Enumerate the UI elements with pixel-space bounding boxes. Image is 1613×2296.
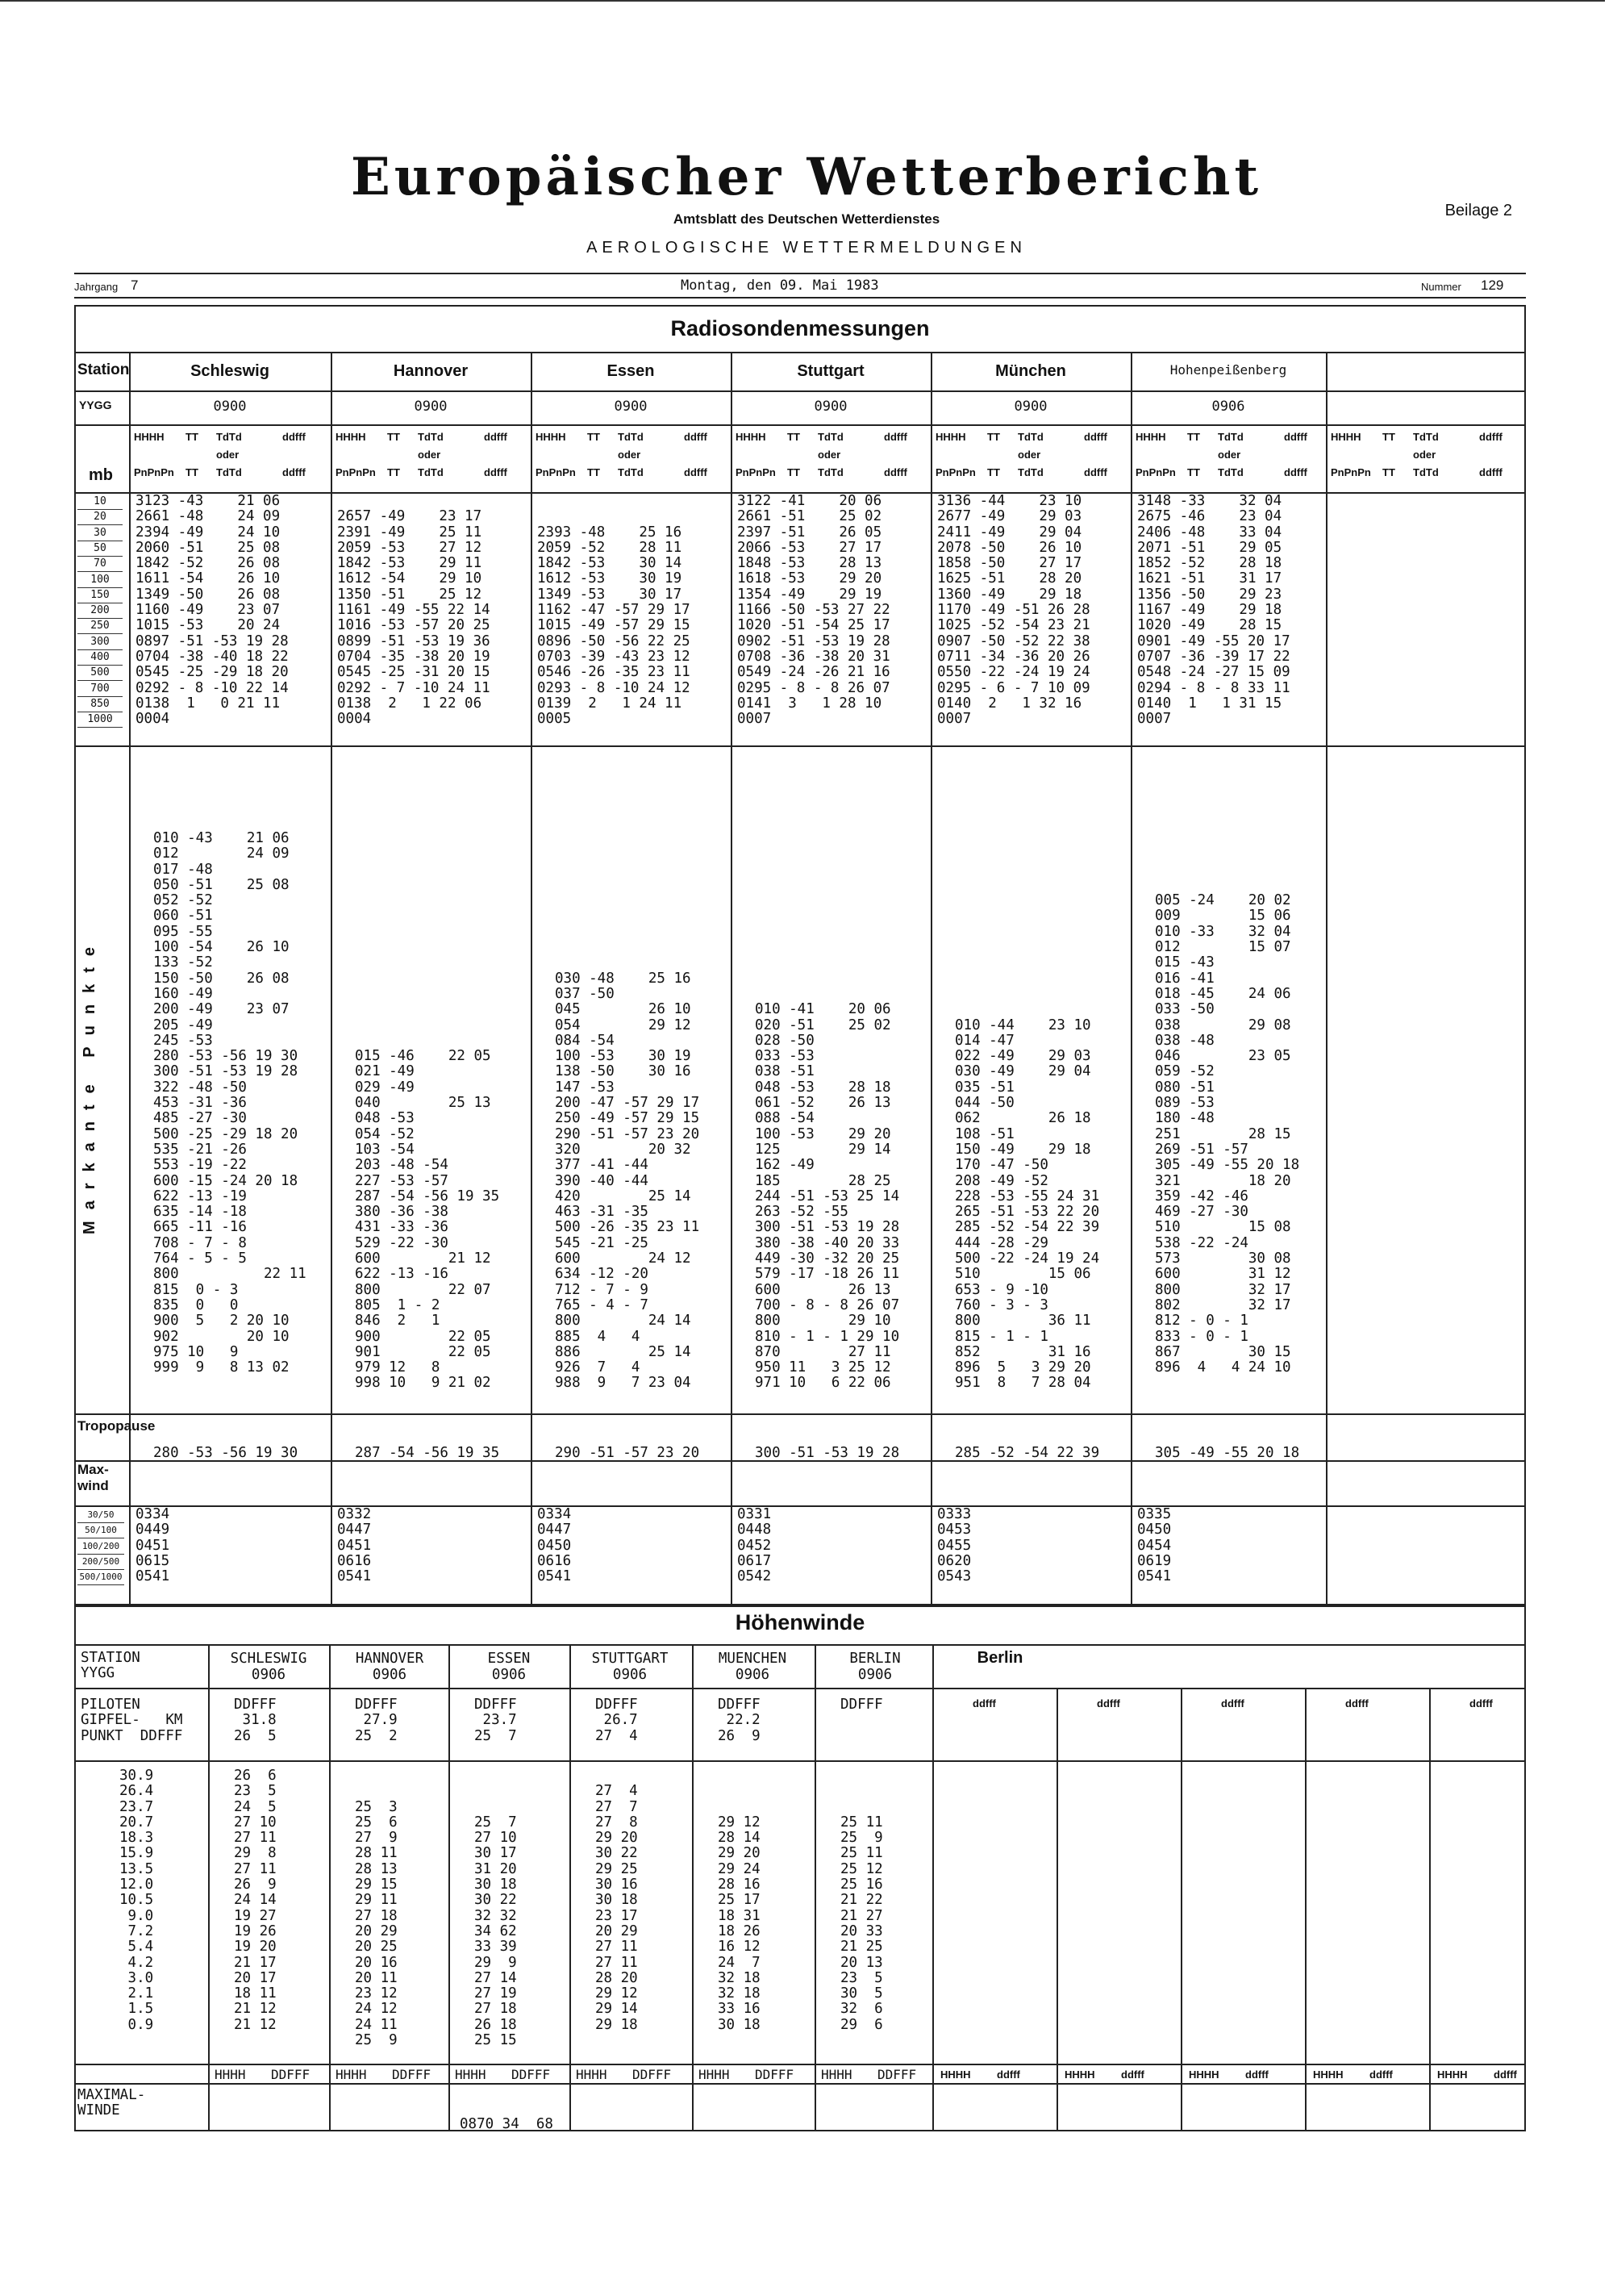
hw-gipfel-3: DDFFF 26.7 27 4 bbox=[595, 1697, 638, 1744]
thick-col-2: 0334 0447 0450 0616 0541 bbox=[537, 1506, 572, 1585]
jahrgang-label: Jahrgang bbox=[74, 281, 119, 293]
mark-col-1: 015 -46 22 05 021 -49 029 -49 040 25 13 048 -53 054 -52 103 -54 203 -48 -54 227 -53 -57 287 -54 -56 19 35 380 -36 -38 431 -33 -36 529 -22 -30 600 21 12 622 -13 -16 800 22 07 805 1 - 2 846 2 1 900 22 05 901 22 05 979 12 8 998 10 9 21 02 bbox=[355, 1048, 500, 1392]
hdr-hhhh-2: HHHH bbox=[536, 431, 566, 443]
level-10: 10 bbox=[77, 494, 123, 510]
hw-maximal-label: MAXIMAL- WINDE bbox=[77, 2087, 146, 2119]
vline-4 bbox=[931, 352, 932, 1605]
hoehenwinde-title: Höhenwinde bbox=[735, 1610, 865, 1634]
hdr-td-5: TdTd bbox=[1218, 431, 1244, 443]
thick-col-5: 0335 0450 0454 0619 0541 bbox=[1137, 1506, 1172, 1585]
hdr-ddfff2-2: ddfff bbox=[684, 466, 707, 478]
tropo-0: 280 -53 -56 19 30 bbox=[153, 1445, 298, 1461]
level-100: 100 bbox=[77, 572, 123, 588]
hdr-tt2-0: TT bbox=[185, 466, 198, 478]
nummer-value: 129 bbox=[1481, 278, 1504, 293]
std-col-0-first: 3123 -43 21 06 bbox=[135, 493, 281, 509]
hw-ddfff-0: DDFFF bbox=[271, 2067, 311, 2082]
hw-r-hhhh-1: HHHH bbox=[1065, 2068, 1095, 2081]
hdr-oder-4: oder bbox=[1018, 449, 1041, 461]
station-name-3: Stuttgart bbox=[797, 362, 865, 380]
hw-essen-max: 0870 34 68 bbox=[460, 2116, 553, 2132]
hdr-hhhh-1: HHHH bbox=[336, 431, 366, 443]
hdr-ddfff-5: ddfff bbox=[1284, 431, 1307, 443]
tropopause-label: Tropopause bbox=[77, 1418, 156, 1434]
hw-hhhh-1: HHHH bbox=[336, 2067, 367, 2082]
hdr-ddfff2-3: ddfff bbox=[884, 466, 907, 478]
hw-station-4: MUENCHEN bbox=[718, 1651, 787, 1667]
level-200: 200 bbox=[77, 603, 123, 619]
hw-yygg-1: 0906 bbox=[372, 1667, 407, 1683]
hdr-td2-3: TdTd bbox=[818, 466, 844, 478]
hdr-tt-2: TT bbox=[587, 431, 600, 443]
hdr-hhhh-3: HHHH bbox=[736, 431, 766, 443]
hdr-tt2-3: TT bbox=[787, 466, 800, 478]
rule-hw-gipfel bbox=[74, 1760, 1526, 1762]
hdr-td-4: TdTd bbox=[1018, 431, 1044, 443]
hw-col-4: 29 12 28 14 29 20 29 24 28 16 25 17 18 31 18 26 16 12 24 7 32 18 32 18 33 16 30 18 bbox=[718, 1814, 761, 2033]
hw-ddfff-2: DDFFF bbox=[511, 2067, 551, 2082]
hw-col-5: 25 11 25 9 25 11 25 12 25 16 21 22 21 27 20 33 21 25 20 13 23 5 30 5 32 6 29 6 bbox=[840, 1814, 883, 2033]
rule-standard-end bbox=[74, 745, 1526, 747]
meta-row bbox=[74, 278, 1526, 298]
hdr-td-0: TdTd bbox=[216, 431, 242, 443]
hw-r-hhhh-0: HHHH bbox=[940, 2068, 971, 2081]
page-title: Europäischer Wetterbericht bbox=[351, 147, 1262, 207]
hw-hhhh-5: HHHH bbox=[821, 2067, 852, 2082]
thick-level-1: 50/100 bbox=[77, 1522, 124, 1538]
hdr-oder-0: oder bbox=[216, 449, 240, 461]
hw-r-ddfff-4: ddfff bbox=[1469, 1697, 1493, 1709]
hdr-pn-4: PnPnPn bbox=[936, 466, 976, 478]
hw-station-5: BERLIN bbox=[849, 1651, 901, 1667]
hw-ddfff-1: DDFFF bbox=[392, 2067, 431, 2082]
hdr-td2-2: TdTd bbox=[618, 466, 644, 478]
thick-col-4: 0333 0453 0455 0620 0543 bbox=[937, 1506, 972, 1585]
hw-col-3: 27 4 27 7 27 8 29 20 30 22 29 25 30 16 30 18 23 17 20 29 27 11 27 11 28 20 29 12 29 14 29 18 bbox=[595, 1783, 638, 2033]
rule-hw-data-end bbox=[74, 2064, 1526, 2065]
hw-gipfel-5: DDFFF bbox=[840, 1697, 883, 1713]
beilage-label: Beilage 2 bbox=[1444, 202, 1512, 219]
station-yygg-4: 0900 bbox=[1014, 399, 1048, 415]
hw-yygg-5: 0906 bbox=[857, 1667, 893, 1683]
station-yygg-2: 0900 bbox=[614, 399, 648, 415]
level-30: 30 bbox=[77, 525, 123, 541]
hw-r-ddfff-0: ddfff bbox=[973, 1697, 996, 1709]
hdr-hhhh-0: HHHH bbox=[134, 431, 165, 443]
hdr-tt-0: TT bbox=[185, 431, 198, 443]
hw-station-label: STATION YYGG bbox=[81, 1650, 140, 1682]
hw-hhhh-2: HHHH bbox=[455, 2067, 486, 2082]
std-col-0: 2661 -48 24 09 2394 -49 24 10 2060 -51 25 08 1842 -52 26 08 1611 -54 26 10 1349 -50 26 08 1160 -49 23 07 1015 -53 20 24 0897 -51 -53 19 28 0704 -38 -40 18 22 0545 -25 -29 18 20 0292 - 8 -10 22 14 0138 1 0 21 11 0004 bbox=[135, 508, 289, 728]
hw-r-hhhh-4: HHHH bbox=[1437, 2068, 1468, 2081]
hw-r-ddfff2-3: ddfff bbox=[1369, 2068, 1393, 2081]
hdr-td2-5: TdTd bbox=[1218, 466, 1244, 478]
rule-maxwind-end bbox=[74, 1505, 1526, 1507]
rule-hw-max-header bbox=[74, 2083, 1526, 2085]
rule-meta bbox=[74, 297, 1526, 298]
mark-col-0: 010 -43 21 06 012 24 09 017 -48 050 -51 25 08 052 -52 060 -51 095 -55 100 -54 26 10 133 -52 150 -50 26 08 160 -49 200 -49 23 07 205 -49 245 -53 280 -53 -56 19 30 300 -51 -53 19 28 322 -48 -50 453 -31 -36 485 -27 -30 500 -25 -29 18 20 535 -21 -26 553 -19 -22 600 -15 -24 20 18 622 -13 -19 635 -14 -18 665 -11 -16 708 - 7 - 8 764 - 5 - 5 800 22 11 815 0 - 3 835 0 0 900 5 2 20 10 902 20 10 975 10 9 999 9 8 13 02 bbox=[153, 830, 306, 1376]
std-col-3: 3122 -41 20 06 2661 -51 25 02 2397 -51 26 05 2066 -53 27 17 1848 -53 28 13 1618 -53 29 20 1354 -49 29 19 1166 -50 -53 27 22 1020 -51 -54 25 17 0902 -51 -53 19 28 0708 -36 -38 20 31 0549 -24 -26 21 16 0295 - 8 - 8 26 07 0141 3 1 28 10 0007 bbox=[737, 493, 890, 728]
vline-2 bbox=[531, 352, 532, 1605]
hdr-td2-4: TdTd bbox=[1018, 466, 1044, 478]
hdr-pn-6: PnPnPn bbox=[1331, 466, 1371, 478]
hw-hhhh-3: HHHH bbox=[576, 2067, 607, 2082]
hw-hhhh-0: HHHH bbox=[215, 2067, 246, 2082]
hdr-ddfff-3: ddfff bbox=[884, 431, 907, 443]
station-name-4: München bbox=[995, 362, 1066, 380]
hdr-tt-6: TT bbox=[1382, 431, 1395, 443]
hw-r-ddfff-2: ddfff bbox=[1221, 1697, 1244, 1709]
station-name-5: Hohenpeißenberg bbox=[1169, 362, 1287, 378]
tropo-3: 300 -51 -53 19 28 bbox=[755, 1445, 900, 1461]
hw-ddfff-5: DDFFF bbox=[877, 2067, 917, 2082]
hw-station-0: SCHLESWIG bbox=[230, 1651, 307, 1667]
hdr-td-1: TdTd bbox=[418, 431, 444, 443]
thick-level-0: 30/50 bbox=[77, 1507, 124, 1523]
issue-date: Montag, den 09. Mai 1983 bbox=[681, 278, 879, 294]
level-1000: 1000 bbox=[77, 712, 123, 728]
hdr-tt-5: TT bbox=[1187, 431, 1200, 443]
markante-punkte-label: Markante Punkte bbox=[81, 936, 98, 1235]
hdr-ddfff2-6: ddfff bbox=[1479, 466, 1503, 478]
hw-gipfel-2: DDFFF 23.7 25 7 bbox=[474, 1697, 517, 1744]
top-border bbox=[0, 0, 1605, 2]
hw-vline-5 bbox=[815, 1644, 816, 2131]
hw-yygg-3: 0906 bbox=[612, 1667, 648, 1683]
rule-station bbox=[74, 390, 1526, 392]
hdr-pn-1: PnPnPn bbox=[336, 466, 376, 478]
std-col-5: 3148 -33 32 04 2675 -46 23 04 2406 -48 33 04 2071 -51 29 05 1852 -52 28 18 1621 -51 31 17 1356 -50 29 23 1167 -49 29 18 1020 -49 28 15 0901 -49 -55 20 17 0707 -36 -39 17 22 0548 -24 -27 15 09 0294 - 8 - 8 33 11 0140 1 1 31 15 0007 bbox=[1137, 493, 1290, 728]
hw-hhhh-4: HHHH bbox=[698, 2067, 730, 2082]
tropo-5: 305 -49 -55 20 18 bbox=[1155, 1445, 1300, 1461]
hw-r-ddfff-1: ddfff bbox=[1097, 1697, 1120, 1709]
thick-level-2: 100/200 bbox=[77, 1538, 124, 1555]
hw-yygg-2: 0906 bbox=[491, 1667, 527, 1683]
rule-mark-end bbox=[74, 1413, 1526, 1415]
hw-r-ddfff-3: ddfff bbox=[1345, 1697, 1369, 1709]
hdr-pn-5: PnPnPn bbox=[1136, 466, 1176, 478]
vline-3 bbox=[731, 352, 732, 1605]
nummer-label: Nummer bbox=[1421, 281, 1461, 293]
tropo-2: 290 -51 -57 23 20 bbox=[555, 1445, 700, 1461]
vline-0 bbox=[129, 352, 131, 1605]
hdr-tt2-2: TT bbox=[587, 466, 600, 478]
vline-6 bbox=[1326, 352, 1327, 1605]
thick-level-4: 500/1000 bbox=[77, 1569, 124, 1585]
hw-rvline-2 bbox=[1181, 1688, 1182, 2131]
hw-station-3: STUTTGART bbox=[591, 1651, 669, 1667]
vline-5 bbox=[1131, 352, 1132, 1605]
station-name-2: Essen bbox=[606, 362, 655, 380]
hdr-tt2-1: TT bbox=[387, 466, 400, 478]
std-col-4: 3136 -44 23 10 2677 -49 29 03 2411 -49 29 04 2078 -50 26 10 1858 -50 27 17 1625 -51 28 20 1360 -49 29 18 1170 -49 -51 26 28 1025 -52 -54 23 21 0907 -50 -52 22 38 0711 -34 -36 20 26 0550 -22 -24 19 24 0295 - 6 - 7 10 09 0140 2 1 32 16 0007 bbox=[937, 493, 1090, 728]
mark-col-3: 010 -41 20 06 020 -51 25 02 028 -50 033 -53 038 -51 048 -53 28 18 061 -52 26 13 088 -54 100 -53 29 20 125 29 14 162 -49 185 28 25 244 -51 -53 25 14 263 -52 -55 300 -51 -53 19 28 380 -38 -40 20 33 449 -30 -32 20 25 579 -17 -18 26 11 600 26 13 700 - 8 - 8 26 07 800 29 10 810 - 1 - 1 29 10 870 27 11 950 11 3 25 12 971 10 6 22 06 bbox=[755, 1001, 900, 1392]
maxwind-label: Max-wind bbox=[77, 1462, 109, 1493]
jahrgang-value: 7 bbox=[131, 278, 139, 293]
vline-1 bbox=[331, 352, 332, 1605]
hdr-tt2-5: TT bbox=[1187, 466, 1200, 478]
mark-col-5: 005 -24 20 02 009 15 06 010 -33 32 04 012 15 07 015 -43 016 -41 018 -45 24 06 033 -50 038 29 08 038 -48 046 23 05 059 -52 080 -51 089 -53 180 -48 251 28 15 269 -51 -57 305 -49 -55 20 18 321 18 20 359 -42 -46 469 -27 -30 510 15 08 538 -22 -24 573 30 08 600 31 12 800 32 17 802 32 17 812 - 0 - 1 833 - 0 - 1 867 30 15 896 4 4 24 10 bbox=[1155, 892, 1300, 1376]
hdr-ddfff2-5: ddfff bbox=[1284, 466, 1307, 478]
hw-r-ddfff2-0: ddfff bbox=[997, 2068, 1020, 2081]
hdr-td-3: TdTd bbox=[818, 431, 844, 443]
hdr-td2-1: TdTd bbox=[418, 466, 444, 478]
std-col-2: 2393 -48 25 16 2059 -52 28 11 1842 -53 30 14 1612 -53 30 19 1349 -53 30 17 1162 -47 -57 29 17 1015 -49 -57 29 15 0896 -50 -56 22 25 0703 -39 -43 23 12 0546 -26 -35 23 11 0293 - 8 -10 24 12 0139 2 1 24 11 0005 bbox=[537, 524, 690, 728]
thick-col-3: 0331 0448 0452 0617 0542 bbox=[737, 1506, 772, 1585]
rule-top bbox=[74, 273, 1526, 274]
hw-gipfel-1: DDFFF 27.9 25 2 bbox=[355, 1697, 398, 1744]
hw-rvline-0 bbox=[932, 1688, 934, 2131]
hdr-oder-5: oder bbox=[1218, 449, 1241, 461]
hdr-ddfff2-1: ddfff bbox=[484, 466, 507, 478]
hdr-tt-3: TT bbox=[787, 431, 800, 443]
thick-col-1: 0332 0447 0451 0616 0541 bbox=[337, 1506, 372, 1585]
hw-berlin-label: Berlin bbox=[977, 1649, 1023, 1667]
hw-heights: 30.9 26.4 23.7 20.7 18.3 15.9 13.5 12.0 10.5 9.0 7.2 5.4 4.2 3.0 2.1 1.5 0.9 bbox=[119, 1768, 154, 2033]
level-150: 150 bbox=[77, 587, 123, 603]
hw-r-ddfff2-2: ddfff bbox=[1245, 2068, 1269, 2081]
hw-yygg-4: 0906 bbox=[735, 1667, 770, 1683]
station-name-0: Schleswig bbox=[190, 362, 269, 380]
hw-vline-2 bbox=[448, 1644, 450, 2131]
level-20: 20 bbox=[77, 509, 123, 525]
station-yygg-0: 0900 bbox=[213, 399, 247, 415]
hw-rvline-3 bbox=[1305, 1688, 1307, 2131]
hw-vline-3 bbox=[569, 1644, 571, 2131]
mark-col-2: 030 -48 25 16 037 -50 045 26 10 054 29 12 084 -54 100 -53 30 19 138 -50 30 16 147 -53 200 -47 -57 29 17 250 -49 -57 29 15 290 -51 -57 23 20 320 20 32 377 -41 -44 390 -40 -44 420 25 14 463 -31 -35 500 -26 -35 23 11 545 -21 -25 600 24 12 634 -12 -20 712 - 7 - 9 765 - 4 - 7 800 24 14 885 4 4 886 25 14 926 7 4 988 9 7 23 04 bbox=[555, 970, 700, 1392]
hdr-pn-3: PnPnPn bbox=[736, 466, 776, 478]
level-500: 500 bbox=[77, 665, 123, 681]
hdr-ddfff-6: ddfff bbox=[1479, 431, 1503, 443]
hw-piloten-label: PILOTEN GIPFEL- KM PUNKT DDFFF bbox=[81, 1697, 183, 1744]
level-50: 50 bbox=[77, 541, 123, 557]
hw-vline-0 bbox=[208, 1644, 210, 2131]
hw-col-1: 25 3 25 6 27 9 28 11 28 13 29 15 29 11 27 18 20 29 20 25 20 16 20 11 23 12 24 12 24 11 25 9 bbox=[355, 1798, 398, 2049]
hdr-ddfff-1: ddfff bbox=[484, 431, 507, 443]
hdr-tt2-6: TT bbox=[1382, 466, 1395, 478]
station-yygg-3: 0900 bbox=[814, 399, 848, 415]
station-label: Station bbox=[77, 361, 130, 378]
hw-r-hhhh-3: HHHH bbox=[1313, 2068, 1344, 2081]
hw-rvline-1 bbox=[1057, 1688, 1058, 2131]
rule-yygg bbox=[74, 424, 1526, 426]
hdr-pn-2: PnPnPn bbox=[536, 466, 576, 478]
hw-rvline-4 bbox=[1429, 1688, 1431, 2131]
hw-col-0: 26 6 23 5 24 5 27 10 27 11 29 8 27 11 26 9 24 14 19 27 19 26 19 20 21 17 20 17 18 11 21 12 21 12 bbox=[234, 1768, 277, 2033]
hdr-td-2: TdTd bbox=[618, 431, 644, 443]
hdr-oder-1: oder bbox=[418, 449, 441, 461]
hdr-ddfff-4: ddfff bbox=[1084, 431, 1107, 443]
hdr-ddfff2-4: ddfff bbox=[1084, 466, 1107, 478]
hw-col-2: 25 7 27 10 30 17 31 20 30 18 30 22 32 32 34 62 33 39 29 9 27 14 27 19 27 18 26 18 25 15 bbox=[474, 1814, 517, 2049]
hw-gipfel-4: DDFFF 22.2 26 9 bbox=[718, 1697, 761, 1744]
thick-level-3: 200/500 bbox=[77, 1554, 124, 1570]
hdr-oder-2: oder bbox=[618, 449, 641, 461]
section-title: AEROLOGISCHE WETTERMELDUNGEN bbox=[586, 239, 1027, 257]
thick-col-0: 0334 0449 0451 0615 0541 bbox=[135, 1506, 170, 1585]
hdr-pn-0: PnPnPn bbox=[134, 466, 174, 478]
tropo-1: 287 -54 -56 19 35 bbox=[355, 1445, 500, 1461]
hdr-hhhh-4: HHHH bbox=[936, 431, 966, 443]
hw-yygg-0: 0906 bbox=[251, 1667, 286, 1683]
hdr-ddfff2-0: ddfff bbox=[282, 466, 306, 478]
hdr-ddfff-0: ddfff bbox=[282, 431, 306, 443]
hw-ddfff-4: DDFFF bbox=[755, 2067, 794, 2082]
hw-station-2: ESSEN bbox=[487, 1651, 531, 1667]
hdr-oder-6: oder bbox=[1413, 449, 1436, 461]
station-name-1: Hannover bbox=[393, 362, 469, 380]
level-400: 400 bbox=[77, 649, 123, 666]
hdr-oder-3: oder bbox=[818, 449, 841, 461]
yygg-label: YYGG bbox=[79, 399, 112, 411]
subtitle: Amtsblatt des Deutschen Wetterdienstes bbox=[673, 211, 940, 227]
hw-gipfel-0: DDFFF 31.8 26 5 bbox=[234, 1697, 277, 1744]
level-850: 850 bbox=[77, 696, 123, 712]
level-250: 250 bbox=[77, 618, 123, 634]
level-700: 700 bbox=[77, 681, 123, 697]
station-yygg-1: 0900 bbox=[414, 399, 448, 415]
level-300: 300 bbox=[77, 634, 123, 650]
mb-label: mb bbox=[89, 466, 113, 484]
hdr-td-6: TdTd bbox=[1413, 431, 1439, 443]
rule-radio-title bbox=[74, 352, 1526, 353]
hw-r-ddfff2-4: ddfff bbox=[1494, 2068, 1517, 2081]
rule-hw-title bbox=[74, 1644, 1526, 1646]
rule-hw-station bbox=[74, 1688, 1526, 1689]
hdr-tt-4: TT bbox=[987, 431, 1000, 443]
mark-col-4: 010 -44 23 10 014 -47 022 -49 29 03 030 -49 29 04 035 -51 044 -50 062 26 18 108 -51 150 -49 29 18 170 -47 -50 208 -49 -52 228 -53 -55 24 31 265 -51 -53 22 20 285 -52 -54 22 39 444 -28 -29 500 -22 -24 19 24 510 15 06 653 - 9 -10 760 - 3 - 3 800 36 11 815 - 1 - 1 852 31 16 896 5 3 29 20 951 8 7 28 04 bbox=[955, 1017, 1100, 1392]
hw-r-hhhh-2: HHHH bbox=[1189, 2068, 1219, 2081]
station-yygg-5: 0906 bbox=[1211, 399, 1245, 415]
hdr-hhhh-5: HHHH bbox=[1136, 431, 1166, 443]
hoehenwinde-section bbox=[74, 1605, 1526, 2131]
hdr-td2-6: TdTd bbox=[1413, 466, 1439, 478]
std-col-1: 2657 -49 23 17 2391 -49 25 11 2059 -53 27 12 1842 -53 29 11 1612 -54 29 10 1350 -51 25 12 1161 -49 -55 22 14 1016 -53 -57 20 25 0899 -51 -53 19 36 0704 -35 -38 20 19 0545 -25 -31 20 15 0292 - 7 -10 24 11 0138 2 1 22 06 0004 bbox=[337, 508, 490, 728]
hw-r-ddfff2-1: ddfff bbox=[1121, 2068, 1144, 2081]
hw-vline-4 bbox=[692, 1644, 694, 2131]
radiosonde-title: Radiosondenmessungen bbox=[670, 316, 930, 340]
hdr-hhhh-6: HHHH bbox=[1331, 431, 1361, 443]
hdr-tt-1: TT bbox=[387, 431, 400, 443]
hw-ddfff-3: DDFFF bbox=[632, 2067, 672, 2082]
hw-vline-1 bbox=[329, 1644, 331, 2131]
hw-station-1: HANNOVER bbox=[355, 1651, 424, 1667]
hdr-tt2-4: TT bbox=[987, 466, 1000, 478]
tropo-4: 285 -52 -54 22 39 bbox=[955, 1445, 1100, 1461]
level-70: 70 bbox=[77, 556, 123, 572]
hdr-td2-0: TdTd bbox=[216, 466, 242, 478]
hdr-ddfff-2: ddfff bbox=[684, 431, 707, 443]
